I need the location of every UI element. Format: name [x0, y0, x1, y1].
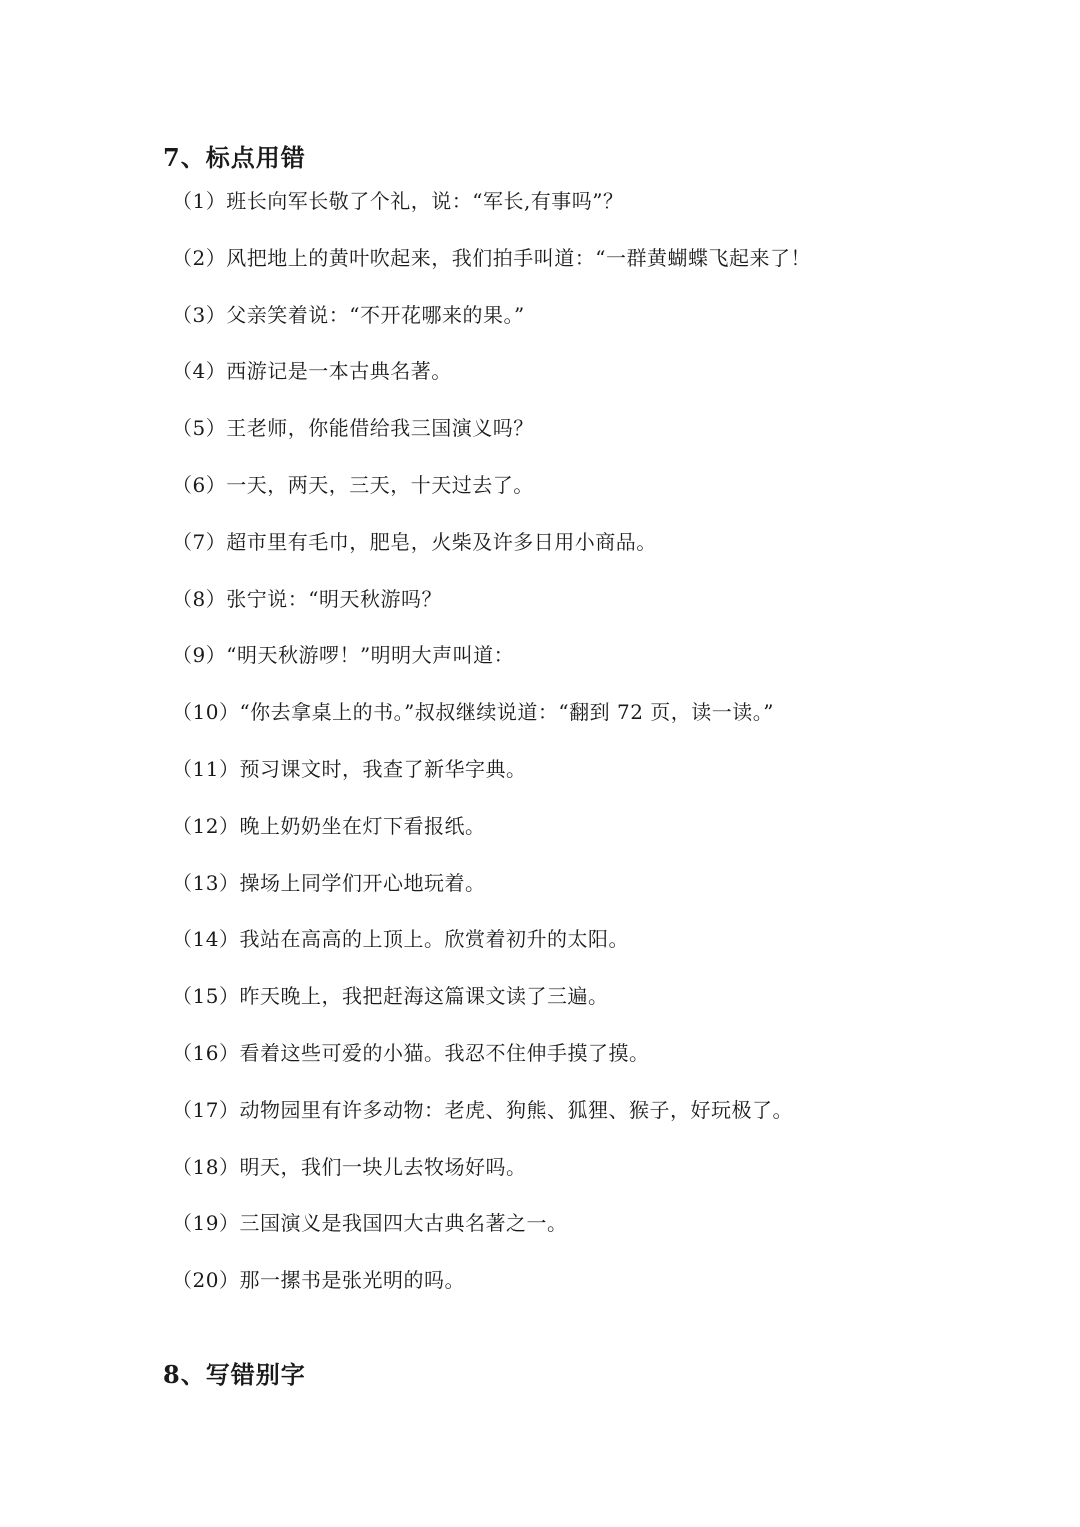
- list-item: （9）“明天秋游啰！”明明大声叫道：: [172, 643, 515, 668]
- list-item: （12）晚上奶奶坐在灯下看报纸。: [172, 813, 486, 838]
- list-item: （20）那一摞书是张光明的吗。: [172, 1268, 465, 1293]
- list-item: （11）预习课文时，我查了新华字典。: [172, 756, 527, 781]
- list-item: （8）张宁说：“明天秋游吗？: [172, 586, 442, 611]
- list-item: （7）超市里有毛巾，肥皂，火柴及许多日用小商品。: [172, 529, 657, 554]
- list-item: （17）动物园里有许多动物：老虎、狗熊、狐狸、猴子，好玩极了。: [172, 1097, 793, 1122]
- list-item: （16）看着这些可爱的小猫。我忍不住伸手摸了摸。: [172, 1040, 650, 1065]
- list-item: （19）三国演义是我国四大古典名著之一。: [172, 1211, 568, 1236]
- list-item: （10）“你去拿桌上的书。”叔叔继续说道：“翻到 72 页，读一读。”: [172, 700, 775, 725]
- list-item: （14）我站在高高的上顶上。欣赏着初升的太阳。: [172, 927, 629, 952]
- list-item: （1）班长向军长敬了个礼，说：“军长,有事吗”？: [172, 189, 624, 213]
- list-item: （4）西游记是一本古典名著。: [172, 359, 452, 384]
- list-item: （2）风把地上的黄叶吹起来，我们拍手叫道：“一群黄蝴蝶飞起来了！: [172, 245, 811, 270]
- list-item: （3）父亲笑着说：“不开花哪来的果。”: [172, 302, 525, 327]
- list-item: （13）操场上同学们开心地玩着。: [172, 870, 486, 895]
- section-heading-wrong-characters: 8、写错别字: [163, 1360, 306, 1389]
- list-item: （5）王老师，你能借给我三国演义吗？: [172, 416, 534, 441]
- section-heading-punctuation-errors: 7、标点用错: [163, 143, 306, 172]
- list-item: （15）昨天晚上，我把赶海这篇课文读了三遍。: [172, 984, 609, 1009]
- exercise-list: [172, 186, 811, 1322]
- list-item: （6）一天，两天，三天，十天过去了。: [172, 472, 534, 497]
- list-item: （18）明天，我们一块儿去牧场好吗。: [172, 1154, 527, 1179]
